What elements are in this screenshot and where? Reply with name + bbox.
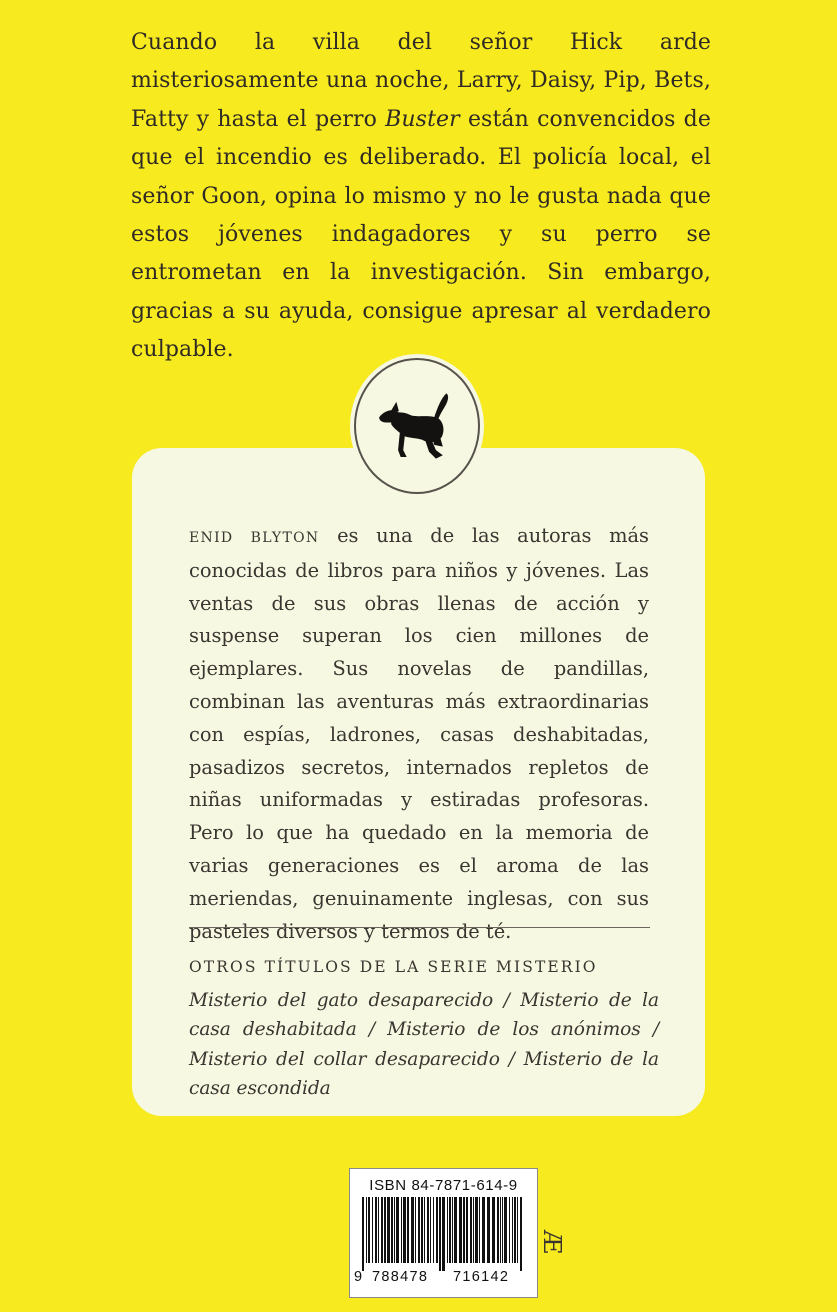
dog-name: Buster xyxy=(385,106,460,132)
barcode-bar xyxy=(401,1197,402,1263)
barcode-bar xyxy=(517,1197,518,1263)
barcode-bar xyxy=(384,1197,386,1263)
barcode-bars xyxy=(358,1197,530,1271)
barcode-bar xyxy=(497,1197,499,1263)
barcode-bar xyxy=(520,1197,522,1271)
barcode-bar xyxy=(368,1197,370,1263)
barcode-bar xyxy=(447,1197,448,1263)
barcode-bar xyxy=(470,1197,472,1263)
barcode-bar xyxy=(366,1197,367,1263)
barcode-bar xyxy=(381,1197,383,1263)
barcode-bar xyxy=(442,1197,445,1271)
barcode-bar xyxy=(504,1197,507,1263)
barcode-bar xyxy=(454,1197,457,1263)
barcode-bar xyxy=(509,1197,510,1263)
barcode-bar xyxy=(436,1197,438,1263)
blurb-paragraph: Cuando la villa del señor Hick arde misteriosamente una noche, Larry, Daisy, Pip, Bets, Fatty y hasta el perro Buster están convencidos de que el incendio es deliberado. El policía local, el señor Goon, opina lo mismo y no le gusta nada que estos jóvenes indagadores y su perro se entrometan en la investigación. Sin embargo, gracias a su ayuda, consigue apresar al verdadero culpable. xyxy=(131,30,711,363)
series-titles: Misterio del gato desaparecido / Misterio de la casa deshabitada / Misterio de los anónimos / Misterio del collar desaparecido / Misterio de la casa escondida xyxy=(189,990,659,1100)
barcode-bar xyxy=(475,1197,478,1263)
barcode-bar xyxy=(500,1197,501,1263)
barcode-bar xyxy=(378,1197,379,1263)
barcode-bar xyxy=(415,1197,416,1263)
barcode-digit-group-1: 788478 xyxy=(372,1269,429,1285)
barcode-bar xyxy=(479,1197,480,1263)
barcode-bar xyxy=(463,1197,465,1263)
barcode-bar xyxy=(459,1197,462,1263)
barcode-bar xyxy=(424,1197,425,1263)
barcode-bar xyxy=(466,1197,468,1263)
barcode-bar xyxy=(396,1197,399,1263)
barcode-bar xyxy=(427,1197,429,1263)
back-cover-blurb xyxy=(131,24,711,370)
barcode-bar xyxy=(433,1197,434,1263)
barcode-bar xyxy=(482,1197,485,1263)
barcode-bar xyxy=(439,1197,441,1271)
emblem-medallion xyxy=(354,358,480,494)
barcode-bar xyxy=(418,1197,420,1263)
dog-silhouette-icon xyxy=(374,383,460,469)
publisher-logo: Æ xyxy=(538,1229,567,1255)
barcode-bar xyxy=(512,1197,513,1263)
barcode-bar xyxy=(487,1197,490,1263)
barcode-bar xyxy=(403,1197,406,1263)
barcode-bar xyxy=(502,1197,503,1263)
barcode-bar xyxy=(394,1197,395,1263)
barcode-bar xyxy=(391,1197,393,1263)
section-divider xyxy=(189,927,650,928)
barcode-digit-group-2: 716142 xyxy=(453,1269,510,1285)
barcode-digit-first: 9 xyxy=(354,1269,364,1285)
barcode-bar xyxy=(514,1197,516,1263)
author-bio xyxy=(189,520,649,948)
barcode-bar xyxy=(407,1197,409,1263)
isbn-barcode xyxy=(349,1168,538,1298)
isbn-label: ISBN 84-7871-614-9 xyxy=(369,1177,518,1194)
barcode-bar xyxy=(492,1197,495,1263)
author-name: ENID BLYTON xyxy=(189,530,320,546)
barcode-bar xyxy=(411,1197,414,1263)
barcode-bar xyxy=(362,1197,364,1271)
series-heading: OTROS TÍTULOS DE LA SERIE MISTERIO xyxy=(189,958,598,976)
bio-paragraph: ENID BLYTON es una de las autoras más conocidas de libros para niños y jóvenes. Las ventas de sus obras llenas de acción y suspense superan los cien millones de ejemplares. Sus novelas de pandillas, combinan las aventuras más extraordinarias con espías, ladrones, casas deshabitadas, pasadizos secretos, internados repletos de niñas uniformadas y estiradas profesoras. Pero lo que ha quedado en la memoria de varias generaciones es el aroma de las meriendas, genuinamente inglesas, con sus pasteles diversos y termos de té. xyxy=(189,524,649,943)
barcode-bar xyxy=(473,1197,474,1263)
barcode-bar xyxy=(452,1197,453,1263)
barcode-bar xyxy=(372,1197,373,1263)
barcode-bar xyxy=(449,1197,451,1263)
barcode-bar xyxy=(430,1197,431,1263)
barcode-bar xyxy=(387,1197,390,1263)
barcode-bar xyxy=(421,1197,423,1263)
barcode-bar xyxy=(375,1197,377,1263)
